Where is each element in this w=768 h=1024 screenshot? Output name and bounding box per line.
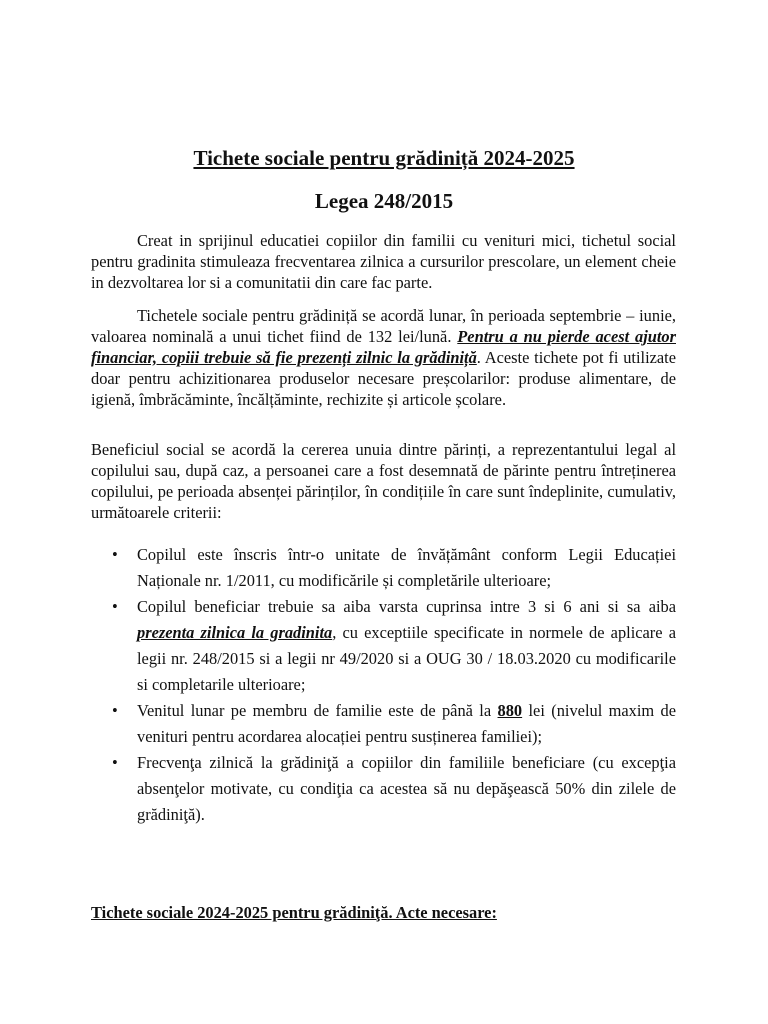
- eligibility-paragraph: Beneficiul social se acordă la cererea unuia dintre părinți, a reprezentantului legal al copilului sau, după caz, a persoanei care a fost desemnată de părinte pentru întreținerea copilului, pe perioada absenței părinților, în condițiile în care sunt îndeplinite, cumulativ, următoarele criterii:: [91, 440, 676, 522]
- document-subtitle: Legea 248/2015: [314, 189, 454, 213]
- document-title: Tichete sociale pentru grădiniță 2024-2025: [193, 146, 575, 170]
- list-item: [91, 698, 676, 750]
- criterion-text-start: Venitul lunar pe membru de familie este de până la: [137, 701, 498, 720]
- bullet-icon: •: [112, 597, 118, 616]
- section-heading: Tichete sociale 2024-2025 pentru grădiniţă. Acte necesare:: [91, 903, 497, 922]
- attendance-emphasis: Pentru a nu pierde acest ajutor financiar, copiii trebuie să fie prezenți zilnic la grădiniță: [91, 327, 676, 367]
- daily-attendance-emphasis: prezenta zilnica la gradinita: [137, 623, 333, 642]
- income-amount: 880: [497, 701, 523, 720]
- tickets-paragraph-start: Tichetele sociale pentru grădiniță se acordă lunar, în perioada septembrie – iunie, valoarea nominală a unui tichet fiind de 132 lei/lună.: [91, 306, 676, 346]
- list-item: [91, 594, 676, 698]
- list-item: [91, 750, 676, 828]
- criterion-text-start: Copilul beneficiar trebuie sa aiba varsta cuprinsa intre 3 si 6 ani si sa aiba: [137, 597, 676, 616]
- criteria-list: [91, 542, 676, 828]
- criterion-text-end: lei (nivelul maxim de venituri pentru acordarea alocației pentru susținerea familiei);: [137, 701, 676, 746]
- bullet-icon: •: [112, 545, 118, 564]
- bullet-icon: •: [112, 701, 118, 720]
- intro-paragraph: Creat in sprijinul educatiei copiilor din familii cu venituri mici, tichetul social pentru gradinita stimuleaza frecventarea zilnica a cursurilor prescolare, un element cheie in dezvoltarea lor si a comunitatii din care fac parte.: [91, 231, 676, 292]
- criterion-text-end: , cu exceptiile specificate in normele de aplicare a legii nr. 248/2015 si a legii nr 49/2020 si a OUG 30 / 18.03.2020 cu modificarile si completarile ulterioare;: [137, 623, 676, 694]
- tickets-paragraph-end: . Aceste tichete pot fi utilizate doar pentru achizitionarea produselor necesare preșcolarilor: produse alimentare, de igienă, îmbrăcăminte, încălțăminte, rechizite și articole școlare.: [91, 348, 676, 409]
- bullet-icon: •: [112, 753, 118, 772]
- tickets-paragraph: [91, 305, 676, 410]
- criterion-text: Frecvenţa zilnică la grădiniţă a copiilor din familiile beneficiare (cu excepţia absenţelor motivate, cu condiţia ca acestea să nu depăşească 50% din zilele de grădiniţă).: [137, 753, 676, 824]
- list-item: [91, 542, 676, 594]
- criterion-text: Copilul este înscris într-o unitate de învățământ conform Legii Educației Naționale nr. 1/2011, cu modificările și completările ulterioare;: [137, 545, 676, 590]
